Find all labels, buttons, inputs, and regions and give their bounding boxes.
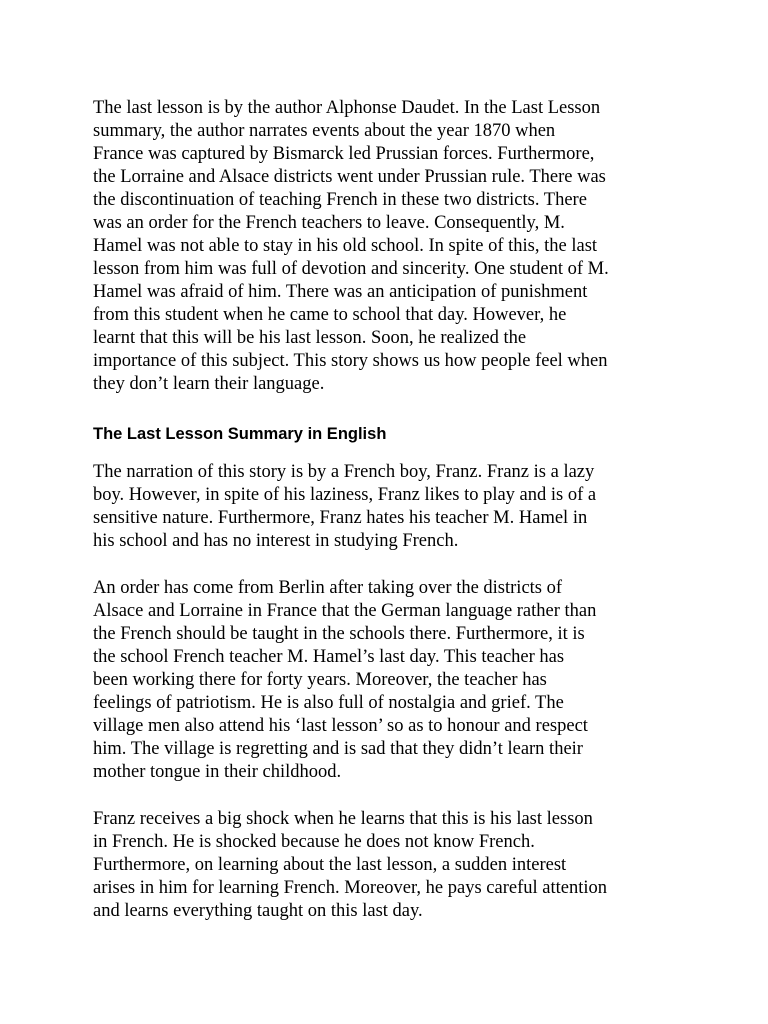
intro-paragraph: The last lesson is by the author Alphonse Daudet. In the Last Lesson summary, the author narrates events about the year 1870 when France was captured by Bismarck led Prussian forces. Furthermore, the Lorraine and Alsace districts went under Prussian rule. There was the discontinuation of teaching French in these two districts. There was an order for the French teachers to leave. Consequently, M. Hamel was not able to stay in his old school. In spite of this, the last lesson from him was full of devotion and sincerity. One student of M. Hamel was afraid of him. There was an anticipation of punishment from this student when he came to school that day. However, he learnt that this will be his last lesson. Soon, he realized the importance of this subject. This story shows us how people feel when they don’t learn their language.	[93, 98, 609, 394]
section-heading: The Last Lesson Summary in English	[93, 425, 387, 443]
paragraph-franz-intro: The narration of this story is by a French boy, Franz. Franz is a lazy boy. However, in spite of his laziness, Franz likes to play and is of a sensitive nature. Furthermore, Franz hates his teacher M. Hamel in his school and has no interest in studying French.	[93, 462, 597, 551]
paragraph-order-from-berlin: An order has come from Berlin after taking over the districts of Alsace and Lorraine in France that the German language rather than the French should be taught in the schools there. Furthermore, it is the school French teacher M. Hamel’s last day. This teacher has been working there for forty years. Moreover, the teacher has feelings of patriotism. He is also full of nostalgia and grief. The village men also attend his ‘last lesson’ so as to honour and respect him. The village is regretting and is sad that they didn’t learn their mother tongue in their childhood.	[93, 578, 597, 782]
paragraph-franz-shock: Franz receives a big shock when he learns that this is his last lesson in French. He is shocked because he does not know French. Furthermore, on learning about the last lesson, a sudden interest arises in him for learning French. Moreover, he pays careful attention and learns everything taught on this last day.	[93, 809, 607, 921]
document-page	[93, 97, 683, 923]
